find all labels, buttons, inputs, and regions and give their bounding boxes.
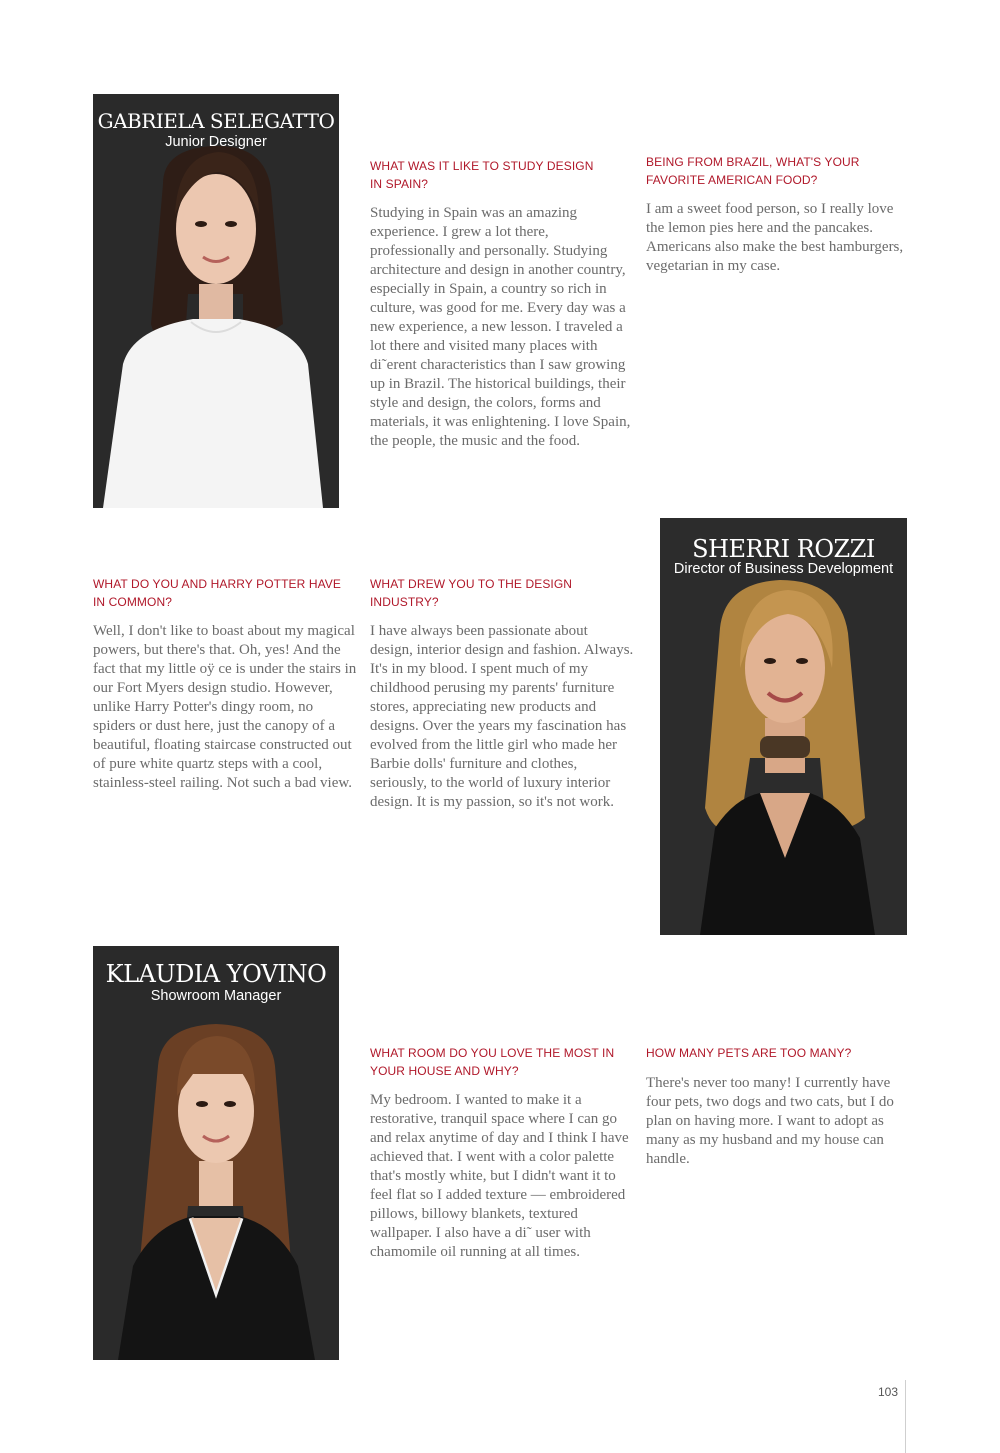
portrait-klaudia-image (93, 946, 339, 1360)
question-study-spain: WHAT WAS IT LIKE TO STUDY DESIGN IN SPAIN? (370, 159, 594, 191)
answer-american-food: I am a sweet food person, so I really love the lemon pies here and the pancakes. Americans also make the best hamburgers, vegetarian in my case. (646, 201, 904, 274)
page-number: 103 (877, 1385, 898, 1399)
profile-name-gabriela: GABRIELA SELEGATTO (97, 109, 335, 133)
profile-role-sherri: Director of Business Development (673, 561, 894, 577)
profile-name-sherri: SHERRI ROZZI (692, 535, 875, 563)
question-american-food: BEING FROM BRAZIL, WHAT'S YOUR FAVORITE AMERICAN FOOD? (646, 155, 860, 187)
answer-harry-potter: Well, I don't like to boast about my magical powers, but there's that. Oh, yes! And the fact that my little oÿ ce is under the stairs in our Fort Myers design studio. However, unlike Harry Potter's dingy room, no spiders or dust here, just the canopy of a beautiful, floating staircase constructed out of pure white quartz steps with a cool, stainless-steel railing. Not such a bad view. (93, 623, 357, 791)
profile-photo-gabriela (93, 94, 339, 508)
question-harry-potter: WHAT DO YOU AND HARRY POTTER HAVE IN COMMON? (93, 577, 342, 609)
question-pets: HOW MANY PETS ARE TOO MANY? (646, 1046, 852, 1060)
answer-study-spain: Studying in Spain was an amazing experience. I grew a lot there, professionally and personally. Studying architecture and design in another country, especially in Spain, a country so rich in culture, was good for me. Every day was a new experience, a new lesson. I traveled a lot there and visited many places with di˜erent characteristics than I saw growing up in Brazil. The historical buildings, their style and design, the colors, forms and materials, it was enlightening. I love Spain, the people, the music and the food. (370, 205, 631, 449)
profile-photo-klaudia (93, 946, 339, 1360)
profile-photo-sherri (660, 518, 907, 935)
portrait-sherri-image (660, 518, 907, 935)
portrait-gabriela-image (93, 94, 339, 508)
question-design-industry: WHAT DREW YOU TO THE DESIGN INDUSTRY? (370, 577, 573, 609)
answer-design-industry: I have always been passionate about design, interior design and fashion. Always. It's in my blood. I spent much of my childhood perusing my parents' furniture stores, appreciating new products and designs. Over the years my fascination has evolved from the little girl who made her Barbie dolls' furniture and clothes, seriously, to the world of luxury interior design. It is my passion, so it's not work. (370, 623, 634, 810)
profile-role-gabriela: Junior Designer (165, 134, 267, 150)
page-number-divider (905, 1380, 906, 1453)
answer-favorite-room: My bedroom. I wanted to make it a restorative, tranquil space where I can go and relax anytime of day and I think I have achieved that. I went with a color palette that's mostly white, but I didn't want it to feel flat so I added texture — embroidered pillows, billowy blankets, textured wallpaper. I also have a di˜ user with chamomile oil running at all times. (370, 1092, 629, 1260)
profile-name-klaudia: KLAUDIA YOVINO (105, 960, 327, 988)
question-favorite-room: WHAT ROOM DO YOU LOVE THE MOST IN YOUR HOUSE AND WHY? (370, 1046, 615, 1078)
answer-pets: There's never too many! I currently have four pets, two dogs and two cats, but I do plan on having more. I want to adopt as many as my husband and my house can handle. (646, 1075, 894, 1167)
profile-role-klaudia: Showroom Manager (150, 988, 282, 1004)
